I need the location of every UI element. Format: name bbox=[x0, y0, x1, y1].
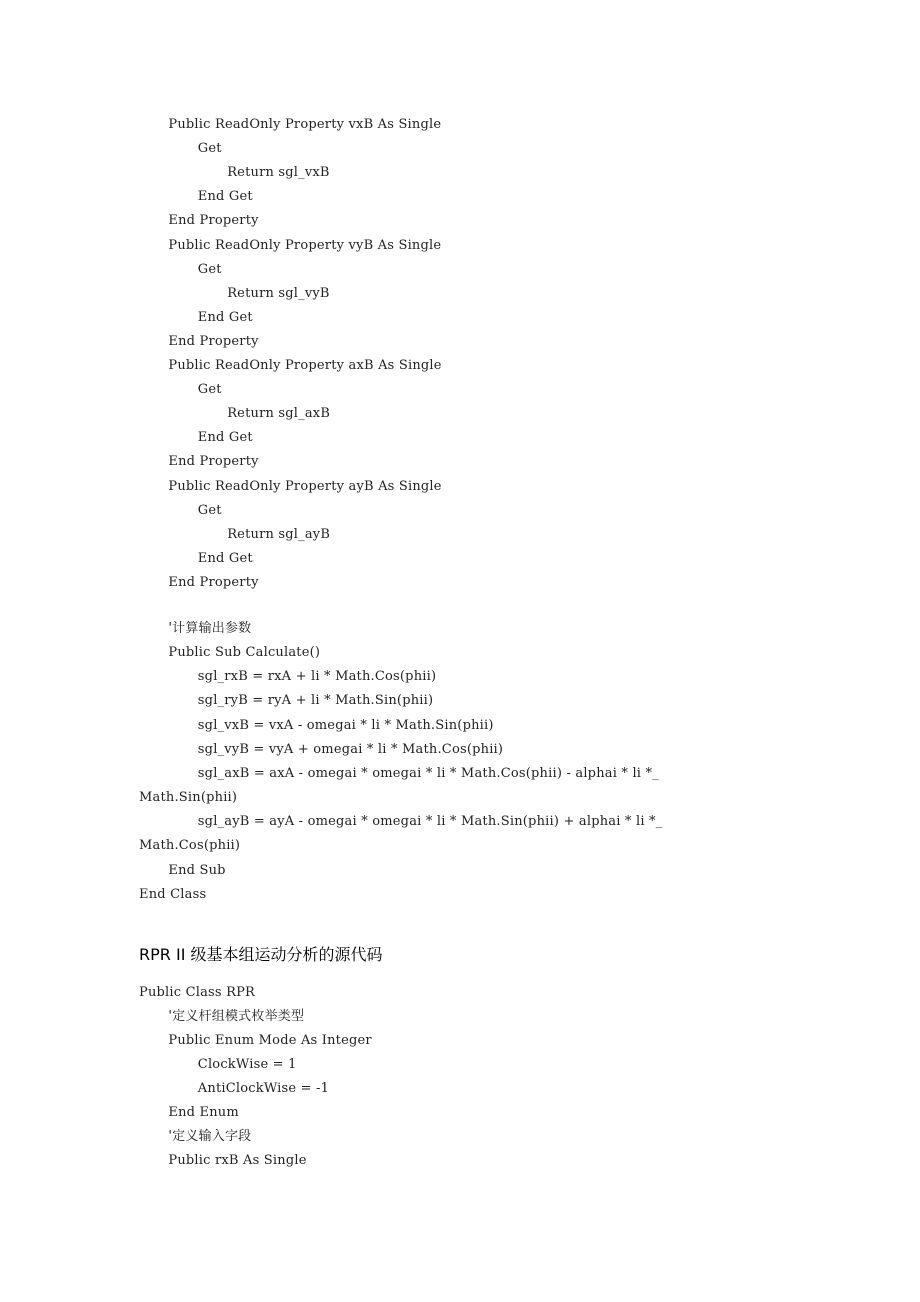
code-line: Get bbox=[197, 382, 222, 398]
code-line: End Property bbox=[168, 574, 259, 590]
code-line: Public ReadOnly Property axB As Single bbox=[168, 358, 442, 373]
code-line: '定义输入字段 bbox=[168, 1129, 252, 1144]
code-line: Public ReadOnly Property vxB As Single bbox=[168, 117, 442, 132]
code-line: '定义杆组模式枚举类型 bbox=[168, 1009, 305, 1024]
code-line: End Sub bbox=[168, 862, 226, 878]
code-line: End Property bbox=[168, 454, 259, 470]
code-line: sgl_axB = axA - omegai * omegai * li * Math.Cos(phii) - alphai * li *_ bbox=[197, 765, 659, 781]
code-line: Get bbox=[197, 502, 222, 518]
section-heading: RPR II 级基本组运动分析的源代码 bbox=[139, 945, 383, 964]
code-line: Return sgl_vyB bbox=[227, 285, 330, 301]
code-line: Public Class RPR bbox=[139, 985, 256, 1000]
code-line: End Get bbox=[197, 550, 253, 566]
code-line: End Property bbox=[168, 333, 259, 349]
code-line: Math.Cos(phii) bbox=[139, 838, 241, 854]
code-line: Public Sub Calculate() bbox=[168, 645, 321, 661]
code-line: Public ReadOnly Property ayB As Single bbox=[168, 478, 442, 494]
code-line: Public Enum Mode As Integer bbox=[168, 1033, 372, 1048]
code-line: End Get bbox=[197, 309, 253, 325]
code-line: Return sgl_ayB bbox=[227, 526, 331, 542]
code-line: End Enum bbox=[168, 1105, 239, 1120]
code-line: End Class bbox=[139, 886, 207, 902]
code-line: End Property bbox=[168, 213, 259, 229]
code-line: End Get bbox=[197, 189, 253, 205]
code-line: ClockWise = 1 bbox=[197, 1057, 297, 1072]
code-line: Public ReadOnly Property vyB As Single bbox=[168, 237, 442, 253]
code-line: Return sgl_vxB bbox=[227, 165, 330, 181]
code-line: Math.Sin(phii) bbox=[139, 790, 238, 806]
code-line: Public rxB As Single bbox=[168, 1153, 307, 1168]
code-line: sgl_ayB = ayA - omegai * omegai * li * Math.Sin(phii) + alphai * li *_ bbox=[197, 814, 663, 830]
code-line: AntiClockWise = -1 bbox=[197, 1081, 330, 1096]
code-line: sgl_ryB = ryA + li * Math.Sin(phii) bbox=[197, 693, 434, 709]
code-line: sgl_rxB = rxA + li * Math.Cos(phii) bbox=[197, 669, 437, 685]
code-line: Get bbox=[197, 261, 222, 277]
code-line: Return sgl_axB bbox=[227, 406, 331, 422]
code-line: sgl_vxB = vxA - omegai * li * Math.Sin(phii) bbox=[197, 717, 494, 733]
code-line: End Get bbox=[197, 430, 253, 446]
code-line: '计算输出参数 bbox=[168, 621, 252, 636]
code-line: sgl_vyB = vyA + omegai * li * Math.Cos(phii) bbox=[197, 741, 504, 757]
code-line: Get bbox=[197, 141, 222, 157]
